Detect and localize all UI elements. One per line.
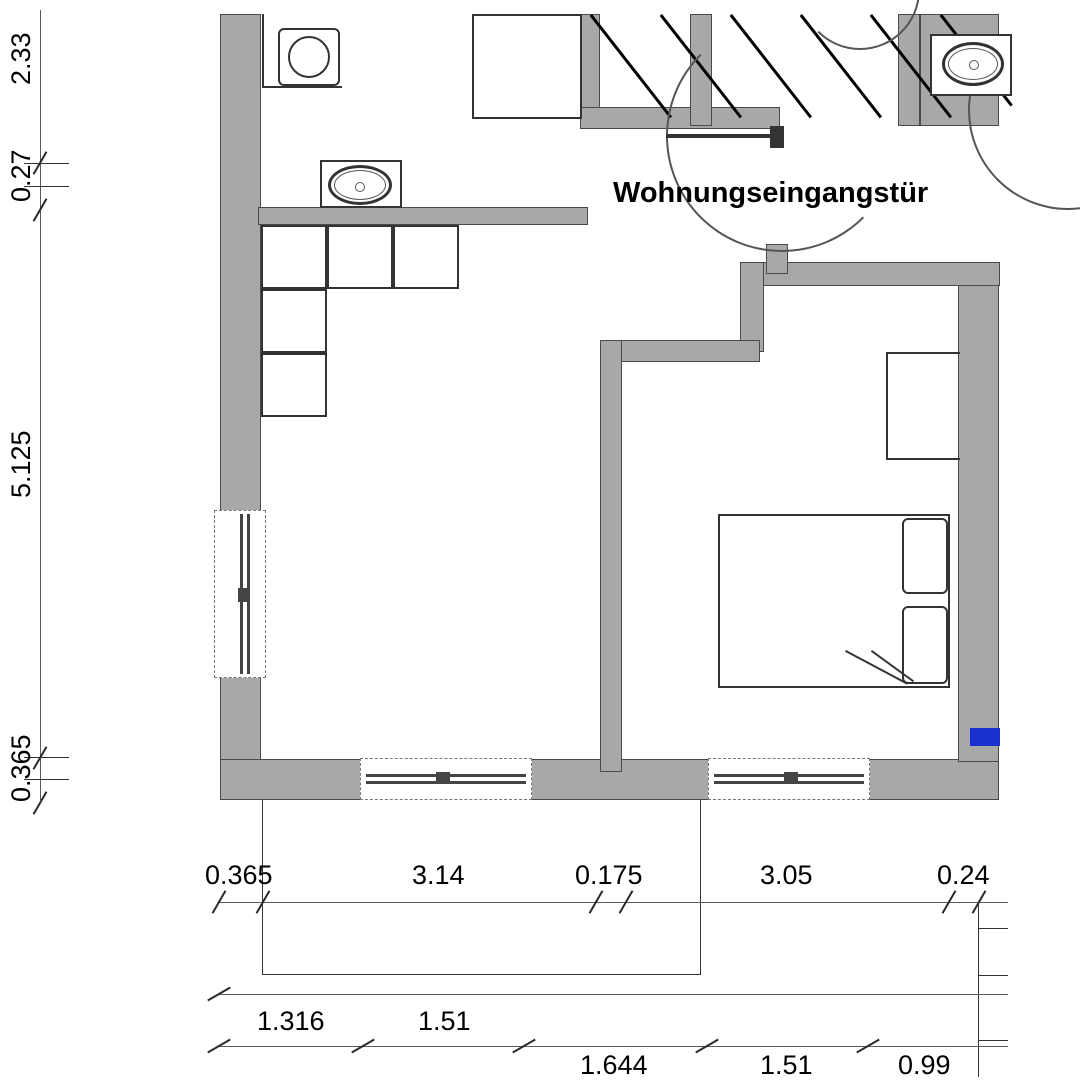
entrance-door-jamb <box>770 126 784 148</box>
annotation-entrance-door: Wohnungseingangstür <box>613 177 929 209</box>
toilet-base-line <box>262 86 342 88</box>
dimension-extension <box>978 1040 1008 1041</box>
dim-bottom2-1-316: 1.316 <box>257 1006 325 1036</box>
window-bedroom-mullion <box>784 772 798 784</box>
wall-exterior-right <box>958 262 999 762</box>
dim-left-0-365: 0.365 <box>6 734 36 802</box>
dimension-line-left <box>40 10 41 800</box>
sink-drain-icon <box>355 182 365 192</box>
dim-bottom-0-175: 0.175 <box>575 860 643 890</box>
dim-left-0-27: 0.27 <box>6 149 36 202</box>
dim-bottom-3-14: 3.14 <box>412 860 465 890</box>
wall-exterior-bottom-left <box>220 759 362 800</box>
dim-bottom3-1-51: 1.51 <box>760 1050 813 1080</box>
bedroom-inner-line-h2 <box>886 458 960 460</box>
window-left-mullion <box>238 588 250 602</box>
blue-marker <box>970 728 1000 746</box>
nightstand-lower <box>902 606 948 684</box>
entrance-door-leaf <box>666 134 784 138</box>
dim-bottom2-1-51: 1.51 <box>418 1006 471 1036</box>
dim-bottom-3-05: 3.05 <box>760 860 813 890</box>
dim-left-5-125: 5.125 <box>6 430 36 498</box>
toilet-side-line <box>262 14 264 88</box>
dim-bottom3-1-644: 1.644 <box>580 1050 648 1080</box>
dim-bottom-0-365: 0.365 <box>205 860 273 890</box>
wall-bedroom-left-upper <box>740 262 764 352</box>
kitchen-counter <box>327 225 393 289</box>
dimension-extension <box>978 928 1008 929</box>
wall-exterior-left <box>220 14 261 514</box>
wall-bedroom-notch <box>600 340 760 362</box>
kitchen-counter <box>393 225 459 289</box>
dim-bottom-0-24: 0.24 <box>937 860 990 890</box>
wall-exterior-bottom-right <box>869 759 999 800</box>
wall-bathroom-bottom <box>258 207 588 225</box>
nightstand-upper <box>902 518 948 594</box>
dimension-extension <box>262 974 701 975</box>
dimension-extension <box>978 975 1008 976</box>
bathtub <box>472 14 582 119</box>
dimension-line-bottom-3 <box>218 1046 1008 1047</box>
dim-left-2-33: 2.33 <box>6 32 36 85</box>
window-living-mullion <box>436 772 450 784</box>
kitchen-counter <box>261 225 327 289</box>
kitchen-counter <box>261 289 327 353</box>
neighbour-sink-drain-icon <box>969 60 979 70</box>
bedroom-inner-line-v <box>886 352 888 460</box>
kitchen-counter <box>261 353 327 417</box>
bedroom-inner-line-h <box>886 352 960 354</box>
dimension-line-bottom-2 <box>218 994 1008 995</box>
wall-partition-living-bedroom <box>600 340 622 772</box>
dimension-extension <box>700 800 701 975</box>
hatch-line <box>590 14 672 118</box>
toilet-cistern <box>288 36 330 78</box>
dim-bottom3-0-99: 0.99 <box>898 1050 951 1080</box>
dimension-line-bottom-1 <box>218 902 1008 903</box>
